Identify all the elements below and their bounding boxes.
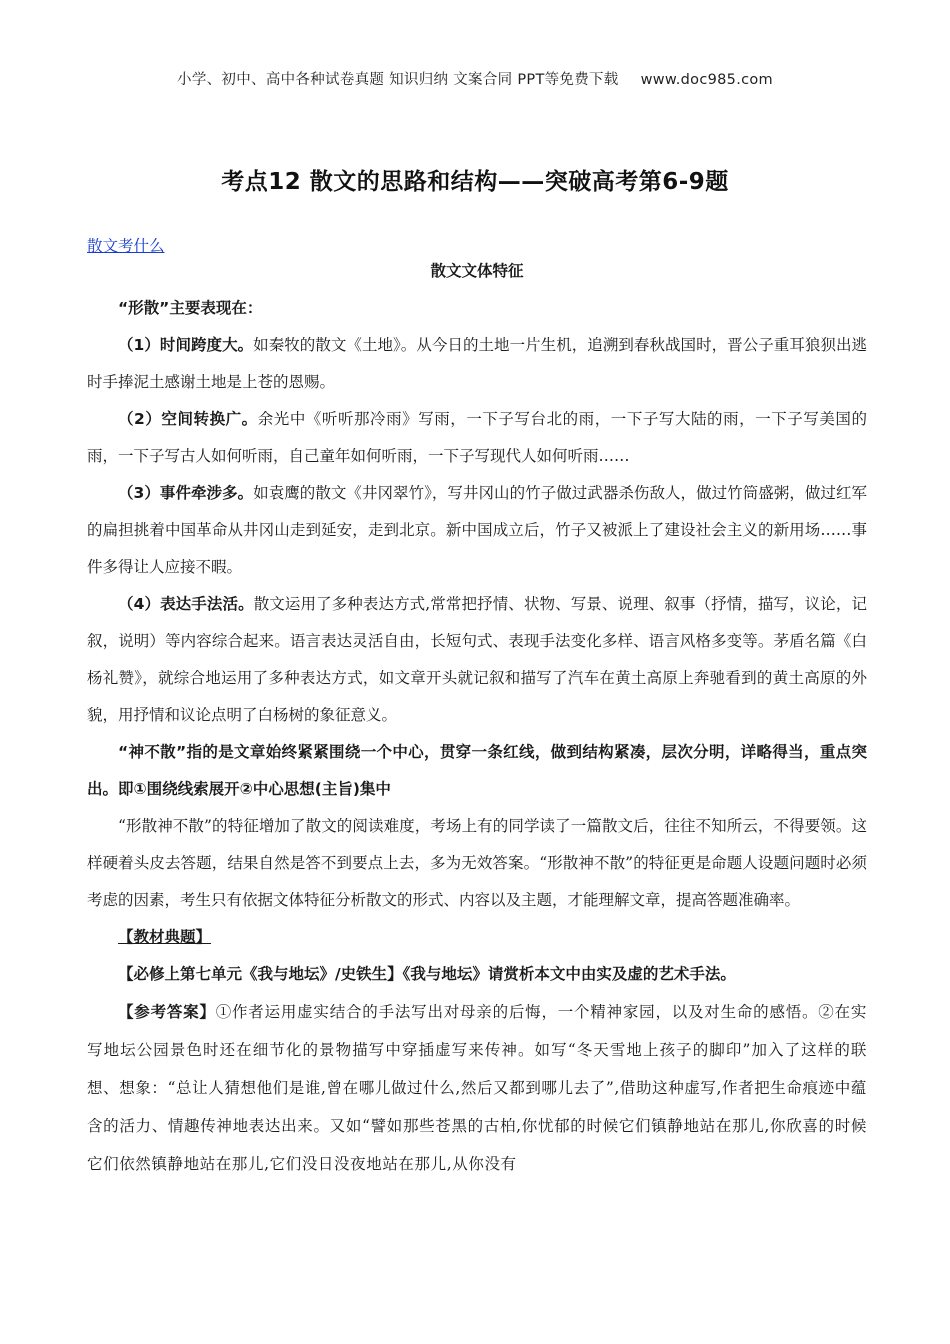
textbook-heading-text: 【教材典题】: [118, 928, 212, 946]
question-paragraph: 【必修上第七单元《我与地坛》/史铁生】《我与地坛》请赏析本文中由实及虚的艺术手法。: [118, 965, 736, 983]
shensan-paragraph: “神不散”指的是文章始终紧紧围绕一个中心，贯穿一条红线，做到结构紧凑，层次分明，详略得当，重点突出。即①围绕线索展开②中心思想(主旨)集中: [87, 743, 867, 798]
document-body: [87, 232, 867, 1183]
point-text: 如秦牧的散文《土地》。从今日的土地一片生机，追溯到春秋战国时，晋公子重耳狼狈出逃时手捧泥土感谢土地是上苍的恩赐。: [87, 336, 867, 391]
header-text: 小学、初中、高中各种试卷真题 知识归纳 文案合同 PPT等免费下载: [177, 72, 619, 88]
point-text: 散文运用了多种表达方式,常常把抒情、状物、写景、说理、叙事（抒情，描写，议论，记叙，说明）等内容综合起来。语言表达灵活自由，长短句式、表现手法变化多样、语言风格多变等。茅盾名篇《白杨礼赞》，就综合地运用了多种表达方式，如文章开头就记叙和描写了汽车在黄土高原上奔驰看到的黄土高原的外貌，用抒情和议论点明了白杨树的象征意义。: [87, 595, 867, 724]
point-label: （3）事件牵涉多。: [118, 484, 254, 502]
point-label: （4）表达手法活。: [118, 595, 254, 613]
page-header: [0, 68, 950, 89]
xingsan-heading: “形散”主要表现在：: [118, 299, 263, 317]
point-text: 余光中《听听那冷雨》写雨，一下子写台北的雨，一下子写大陆的雨，一下子写美国的雨，一下子写古人如何听雨，自己童年如何听雨，一下子写现代人如何听雨……: [87, 410, 867, 465]
point-paragraph: [87, 327, 867, 401]
answer-paragraph: [87, 993, 867, 1183]
section-link[interactable]: 散文考什么: [87, 237, 165, 255]
point-label: （1）时间跨度大。: [118, 336, 254, 354]
answer-text: ①作者运用虚实结合的手法写出对母亲的后悔，一个精神家园，以及对生命的感悟。②在实写地坛公园景色时还在细节化的景物描写中穿插虚写来传神。如写“冬天雪地上孩子的脚印”加入了这样的联想、想象：“总让人猜想他们是谁,曾在哪儿做过什么,然后又都到哪儿去了”,借助这种虚写,作者把生命痕迹中蕴含的活力、情趣传神地表达出来。又如“譬如那些苍黑的古柏,你忧郁的时候它们镇静地站在那儿,你欣喜的时候它们依然镇静地站在那儿,它们没日没夜地站在那儿,从你没有: [87, 1003, 867, 1173]
point-label: （2）空间转换广。: [118, 410, 258, 428]
point-paragraph: [87, 586, 867, 734]
point-paragraph: [87, 475, 867, 586]
body-paragraph: “形散神不散”的特征增加了散文的阅读难度，考场上有的同学读了一篇散文后，往往不知所云，不得要领。这样硬着头皮去答题，结果自然是答不到要点上去，多为无效答案。“形散神不散”的特征更是命题人设题问题时必须考虑的因素，考生只有依据文体特征分析散文的形式、内容以及主题，才能理解文章，提高答题准确率。: [87, 817, 867, 909]
point-text: 如袁鹰的散文《井冈翠竹》，写井冈山的竹子做过武器杀伤敌人，做过竹筒盛粥，做过红军的扁担挑着中国革命从井冈山走到延安，走到北京。新中国成立后，竹子又被派上了建设社会主义的新用场……事件多得让人应接不暇。: [87, 484, 867, 576]
section-subtitle: 散文文体特征: [430, 262, 524, 280]
page-title: 考点12 散文的思路和结构——突破高考第6-9题: [221, 169, 729, 195]
answer-label: 【参考答案】: [118, 1003, 216, 1021]
header-site: www.doc985.com: [640, 72, 773, 88]
point-paragraph: [87, 401, 867, 475]
textbook-heading: [87, 919, 867, 956]
